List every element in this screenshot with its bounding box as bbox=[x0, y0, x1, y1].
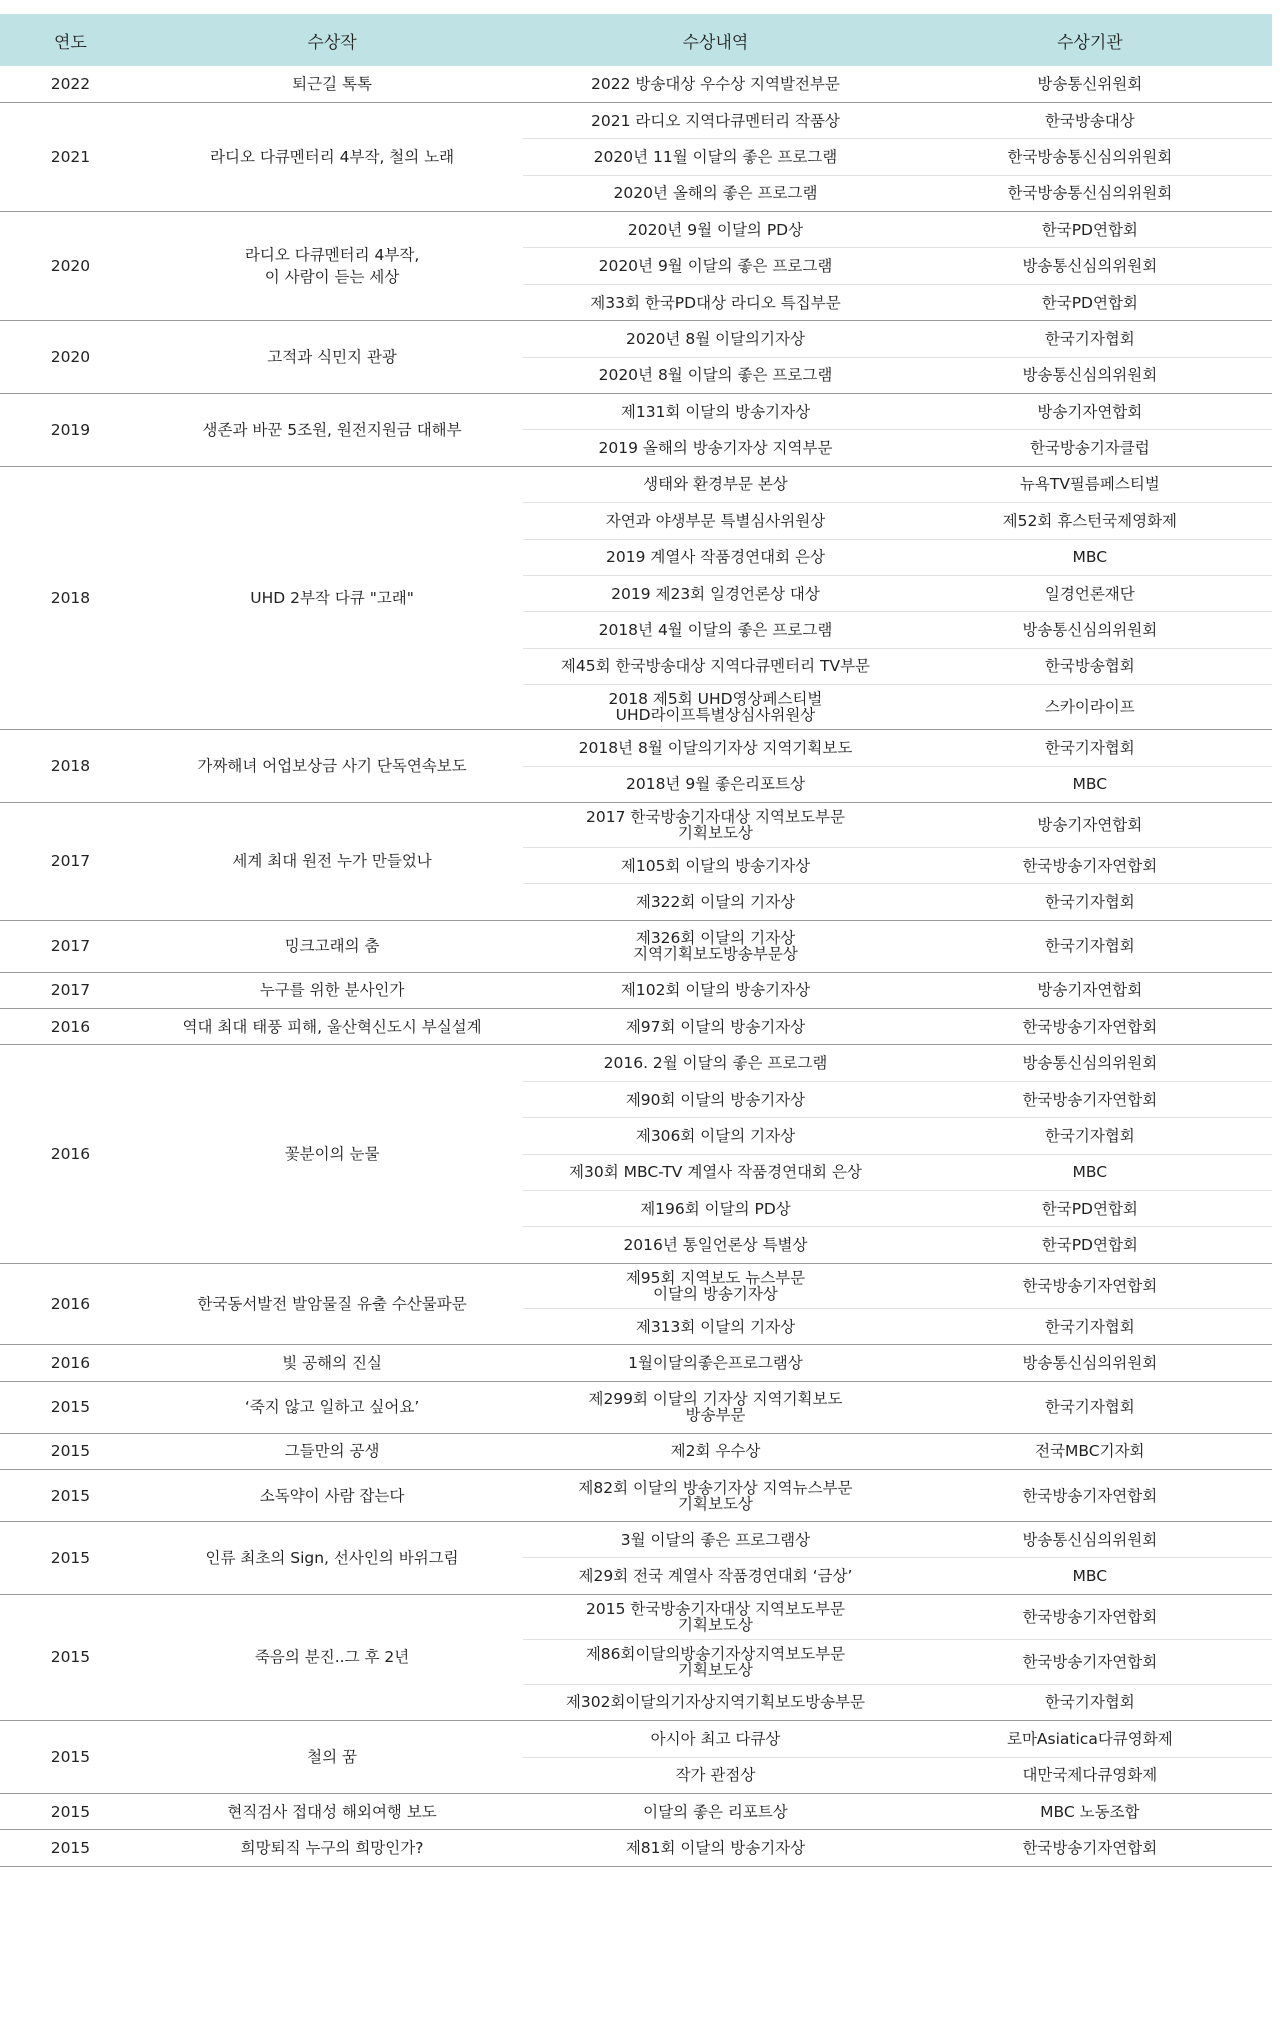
work-cell: 밍크고래의 춤 bbox=[141, 920, 523, 972]
table-row bbox=[0, 66, 1272, 102]
award-cell: 제299회 이달의 기자상 지역기획보도 방송부문 bbox=[523, 1381, 907, 1433]
year-cell: 2019 bbox=[0, 394, 141, 467]
year-cell: 2021 bbox=[0, 102, 141, 211]
table-row bbox=[0, 466, 1272, 502]
award-cell: 2020년 올해의 좋은 프로그램 bbox=[523, 175, 907, 211]
year-cell: 2015 bbox=[0, 1381, 141, 1433]
year-cell: 2017 bbox=[0, 972, 141, 1008]
table-row bbox=[0, 1009, 1272, 1045]
org-cell: 방송통신심의위원회 bbox=[908, 1522, 1272, 1558]
table-row bbox=[0, 394, 1272, 430]
year-cell: 2015 bbox=[0, 1433, 141, 1469]
year-cell: 2015 bbox=[0, 1721, 141, 1794]
work-cell: 소독약이 사람 잡는다 bbox=[141, 1470, 523, 1522]
table-row bbox=[0, 1522, 1272, 1558]
org-cell: 방송통신심의위원회 bbox=[908, 1045, 1272, 1081]
award-cell: 제2회 우수상 bbox=[523, 1433, 907, 1469]
award-cell: 생태와 환경부문 본상 bbox=[523, 466, 907, 502]
table-row bbox=[0, 1433, 1272, 1469]
table-row bbox=[0, 1793, 1272, 1829]
award-cell: 작가 관점상 bbox=[523, 1757, 907, 1793]
award-cell: 3월 이달의 좋은 프로그램상 bbox=[523, 1522, 907, 1558]
award-cell: 제326회 이달의 기자상 지역기획보도방송부문상 bbox=[523, 920, 907, 972]
award-cell: 이달의 좋은 리포트상 bbox=[523, 1793, 907, 1829]
org-cell: 한국방송기자연합회 bbox=[908, 1470, 1272, 1522]
award-cell: 2017 한국방송기자대상 지역보도부문 기획보도상 bbox=[523, 802, 907, 847]
org-cell: 방송기자연합회 bbox=[908, 394, 1272, 430]
org-cell: MBC bbox=[908, 766, 1272, 802]
org-cell: 대만국제다큐영화제 bbox=[908, 1757, 1272, 1793]
table-row bbox=[0, 730, 1272, 766]
org-cell: 한국방송협회 bbox=[908, 648, 1272, 684]
award-cell: 2019 제23회 일경언론상 대상 bbox=[523, 575, 907, 611]
year-cell: 2018 bbox=[0, 730, 141, 803]
org-cell: MBC bbox=[908, 1154, 1272, 1190]
org-cell: 방송통신심의위원회 bbox=[908, 357, 1272, 393]
org-cell: 방송통신심의위원회 bbox=[908, 1345, 1272, 1381]
org-cell: 한국PD연합회 bbox=[908, 284, 1272, 320]
table-row bbox=[0, 212, 1272, 248]
work-cell: 그들만의 공생 bbox=[141, 1433, 523, 1469]
org-cell: 전국MBC기자회 bbox=[908, 1433, 1272, 1469]
header-year: 연도 bbox=[0, 14, 141, 66]
awards-table bbox=[0, 14, 1272, 1867]
work-cell: 생존과 바꾼 5조원, 원전지원금 대해부 bbox=[141, 394, 523, 467]
work-cell: 고적과 식민지 관광 bbox=[141, 321, 523, 394]
work-cell: 역대 최대 태풍 피해, 울산혁신도시 부실설계 bbox=[141, 1009, 523, 1045]
award-cell: 제105회 이달의 방송기자상 bbox=[523, 847, 907, 883]
work-cell: 죽음의 분진..그 후 2년 bbox=[141, 1594, 523, 1720]
award-cell: 제302회이달의기자상지역기획보도방송부문 bbox=[523, 1684, 907, 1720]
award-cell: 2019 올해의 방송기자상 지역부문 bbox=[523, 430, 907, 466]
org-cell: 한국방송기자연합회 bbox=[908, 847, 1272, 883]
award-cell: 2022 방송대상 우수상 지역발전부문 bbox=[523, 66, 907, 102]
org-cell: 스카이라이프 bbox=[908, 685, 1272, 730]
award-cell: 2020년 11월 이달의 좋은 프로그램 bbox=[523, 139, 907, 175]
award-cell: 제131회 이달의 방송기자상 bbox=[523, 394, 907, 430]
org-cell: 한국방송기자연합회 bbox=[908, 1639, 1272, 1684]
award-cell: 자연과 야생부문 특별심사위원상 bbox=[523, 503, 907, 539]
award-cell: 2016년 통일언론상 특별상 bbox=[523, 1227, 907, 1263]
award-cell: 2021 라디오 지역다큐멘터리 작품상 bbox=[523, 102, 907, 138]
org-cell: 한국기자협회 bbox=[908, 1118, 1272, 1154]
table-row bbox=[0, 1830, 1272, 1866]
award-cell: 제313회 이달의 기자상 bbox=[523, 1308, 907, 1344]
award-cell: 2018 제5회 UHD영상페스티벌 UHD라이프특별상심사위원상 bbox=[523, 685, 907, 730]
award-cell: 제306회 이달의 기자상 bbox=[523, 1118, 907, 1154]
work-cell: 철의 꿈 bbox=[141, 1721, 523, 1794]
table-header bbox=[0, 14, 1272, 66]
award-cell: 제102회 이달의 방송기자상 bbox=[523, 972, 907, 1008]
award-cell: 2015 한국방송기자대상 지역보도부문 기획보도상 bbox=[523, 1594, 907, 1639]
award-cell: 제90회 이달의 방송기자상 bbox=[523, 1081, 907, 1117]
work-cell: ‘죽지 않고 일하고 싶어요’ bbox=[141, 1381, 523, 1433]
award-cell: 2020년 9월 이달의 PD상 bbox=[523, 212, 907, 248]
org-cell: 한국기자협회 bbox=[908, 1684, 1272, 1720]
work-cell: 라디오 다큐멘터리 4부작, 이 사람이 듣는 세상 bbox=[141, 212, 523, 321]
table-row bbox=[0, 1594, 1272, 1639]
org-cell: 방송통신위원회 bbox=[908, 66, 1272, 102]
table-row bbox=[0, 1263, 1272, 1308]
org-cell: 한국방송기자연합회 bbox=[908, 1594, 1272, 1639]
award-cell: 2018년 8월 이달의기자상 지역기획보도 bbox=[523, 730, 907, 766]
year-cell: 2017 bbox=[0, 802, 141, 920]
org-cell: 방송통신심의위원회 bbox=[908, 612, 1272, 648]
org-cell: 한국기자협회 bbox=[908, 884, 1272, 920]
award-cell: 제33회 한국PD대상 라디오 특집부문 bbox=[523, 284, 907, 320]
org-cell: 한국기자협회 bbox=[908, 730, 1272, 766]
org-cell: 한국방송기자연합회 bbox=[908, 1830, 1272, 1866]
year-cell: 2015 bbox=[0, 1470, 141, 1522]
org-cell: 한국PD연합회 bbox=[908, 1191, 1272, 1227]
org-cell: 한국기자협회 bbox=[908, 321, 1272, 357]
work-cell: 빛 공해의 진실 bbox=[141, 1345, 523, 1381]
table-row bbox=[0, 1470, 1272, 1522]
work-cell: 한국동서발전 발암물질 유출 수산물파문 bbox=[141, 1263, 523, 1344]
org-cell: 제52회 휴스턴국제영화제 bbox=[908, 503, 1272, 539]
table-row bbox=[0, 1381, 1272, 1433]
table-row bbox=[0, 802, 1272, 847]
award-cell: 제82회 이달의 방송기자상 지역뉴스부문 기획보도상 bbox=[523, 1470, 907, 1522]
org-cell: 일경언론재단 bbox=[908, 575, 1272, 611]
award-cell: 2018년 9월 좋은리포트상 bbox=[523, 766, 907, 802]
work-cell: 현직검사 접대성 해외여행 보도 bbox=[141, 1793, 523, 1829]
year-cell: 2016 bbox=[0, 1263, 141, 1344]
year-cell: 2015 bbox=[0, 1522, 141, 1595]
award-cell: 제29회 전국 계열사 작품경연대회 ‘금상’ bbox=[523, 1558, 907, 1594]
org-cell: 한국방송기자연합회 bbox=[908, 1081, 1272, 1117]
award-cell: 2020년 8월 이달의 좋은 프로그램 bbox=[523, 357, 907, 393]
award-cell: 2020년 8월 이달의기자상 bbox=[523, 321, 907, 357]
org-cell: MBC bbox=[908, 539, 1272, 575]
table-row bbox=[0, 321, 1272, 357]
org-cell: 로마Asiatica다큐영화제 bbox=[908, 1721, 1272, 1757]
award-cell: 제322회 이달의 기자상 bbox=[523, 884, 907, 920]
header-org: 수상기관 bbox=[908, 14, 1272, 66]
award-cell: 1월이달의좋은프로그램상 bbox=[523, 1345, 907, 1381]
org-cell: 한국PD연합회 bbox=[908, 1227, 1272, 1263]
org-cell: 한국기자협회 bbox=[908, 1308, 1272, 1344]
award-cell: 제30회 MBC-TV 계열사 작품경연대회 은상 bbox=[523, 1154, 907, 1190]
work-cell: 라디오 다큐멘터리 4부작, 철의 노래 bbox=[141, 102, 523, 211]
work-cell: 인류 최초의 Sign, 선사인의 바위그림 bbox=[141, 1522, 523, 1595]
work-cell: 꽃분이의 눈물 bbox=[141, 1045, 523, 1263]
award-cell: 2016. 2월 이달의 좋은 프로그램 bbox=[523, 1045, 907, 1081]
year-cell: 2017 bbox=[0, 920, 141, 972]
work-cell: 희망퇴직 누구의 희망인가? bbox=[141, 1830, 523, 1866]
table-row bbox=[0, 1045, 1272, 1081]
year-cell: 2015 bbox=[0, 1594, 141, 1720]
award-cell: 2018년 4월 이달의 좋은 프로그램 bbox=[523, 612, 907, 648]
year-cell: 2015 bbox=[0, 1830, 141, 1866]
year-cell: 2016 bbox=[0, 1009, 141, 1045]
org-cell: 한국PD연합회 bbox=[908, 212, 1272, 248]
header-work: 수상작 bbox=[141, 14, 523, 66]
org-cell: 방송기자연합회 bbox=[908, 972, 1272, 1008]
award-cell: 제97회 이달의 방송기자상 bbox=[523, 1009, 907, 1045]
year-cell: 2022 bbox=[0, 66, 141, 102]
org-cell: 방송기자연합회 bbox=[908, 802, 1272, 847]
year-cell: 2016 bbox=[0, 1345, 141, 1381]
table-row bbox=[0, 1345, 1272, 1381]
org-cell: 한국방송통신심의위원회 bbox=[908, 175, 1272, 211]
award-cell: 아시아 최고 다큐상 bbox=[523, 1721, 907, 1757]
award-cell: 제81회 이달의 방송기자상 bbox=[523, 1830, 907, 1866]
work-cell: 가짜해녀 어업보상금 사기 단독연속보도 bbox=[141, 730, 523, 803]
work-cell: 세계 최대 원전 누가 만들었나 bbox=[141, 802, 523, 920]
org-cell: MBC 노동조합 bbox=[908, 1793, 1272, 1829]
year-cell: 2016 bbox=[0, 1045, 141, 1263]
table-row bbox=[0, 1721, 1272, 1757]
year-cell: 2015 bbox=[0, 1793, 141, 1829]
award-cell: 2019 계열사 작품경연대회 은상 bbox=[523, 539, 907, 575]
award-cell: 제86회이달의방송기자상지역보도부문 기획보도상 bbox=[523, 1639, 907, 1684]
org-cell: 한국방송통신심의위원회 bbox=[908, 139, 1272, 175]
work-cell: 누구를 위한 분사인가 bbox=[141, 972, 523, 1008]
org-cell: 한국방송기자연합회 bbox=[908, 1263, 1272, 1308]
award-cell: 제95회 지역보도 뉴스부문 이달의 방송기자상 bbox=[523, 1263, 907, 1308]
table-body bbox=[0, 66, 1272, 1866]
org-cell: 한국방송기자연합회 bbox=[908, 1009, 1272, 1045]
work-cell: UHD 2부작 다큐 "고래" bbox=[141, 466, 523, 729]
table-row bbox=[0, 972, 1272, 1008]
work-cell: 퇴근길 톡톡 bbox=[141, 66, 523, 102]
header-award: 수상내역 bbox=[523, 14, 907, 66]
year-cell: 2018 bbox=[0, 466, 141, 729]
org-cell: 뉴욕TV필름페스티벌 bbox=[908, 466, 1272, 502]
year-cell: 2020 bbox=[0, 321, 141, 394]
org-cell: 한국방송대상 bbox=[908, 102, 1272, 138]
table-row bbox=[0, 920, 1272, 972]
award-cell: 제196회 이달의 PD상 bbox=[523, 1191, 907, 1227]
org-cell: 한국기자협회 bbox=[908, 1381, 1272, 1433]
award-cell: 제45회 한국방송대상 지역다큐멘터리 TV부문 bbox=[523, 648, 907, 684]
table-row bbox=[0, 102, 1272, 138]
org-cell: 한국기자협회 bbox=[908, 920, 1272, 972]
award-cell: 2020년 9월 이달의 좋은 프로그램 bbox=[523, 248, 907, 284]
year-cell: 2020 bbox=[0, 212, 141, 321]
org-cell: 방송통신심의위원회 bbox=[908, 248, 1272, 284]
org-cell: 한국방송기자클럽 bbox=[908, 430, 1272, 466]
org-cell: MBC bbox=[908, 1558, 1272, 1594]
